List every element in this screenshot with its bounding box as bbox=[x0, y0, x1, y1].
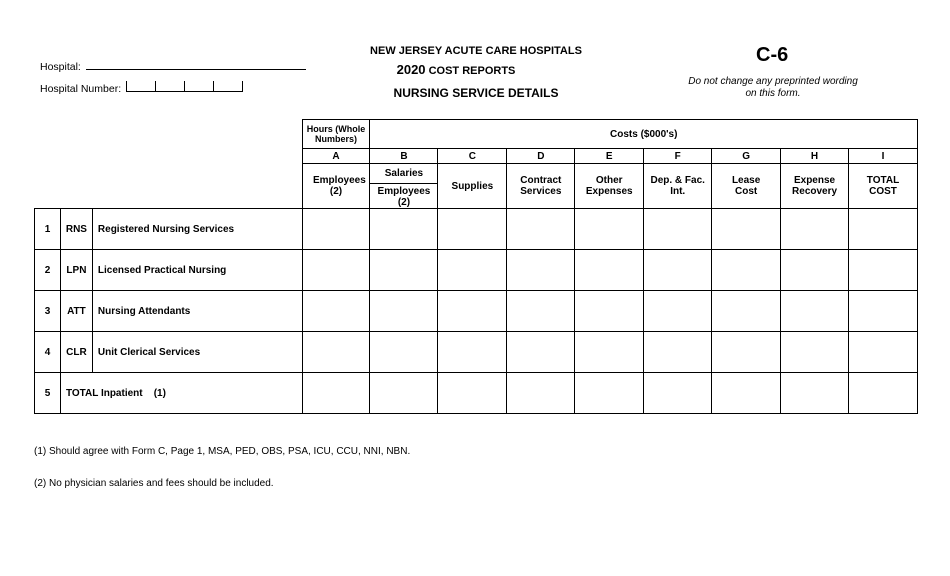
col-a-text: Employees (2) bbox=[313, 175, 366, 197]
report-subtitle bbox=[336, 62, 576, 77]
input-cell[interactable] bbox=[370, 373, 438, 414]
salaries-label: Salaries bbox=[370, 164, 437, 184]
hours-header: Hours (Whole Numbers) bbox=[302, 120, 370, 149]
nursing-details-table bbox=[34, 119, 918, 414]
blank-corner bbox=[35, 149, 303, 164]
table-row bbox=[35, 209, 918, 250]
hospital-number-box[interactable] bbox=[126, 81, 155, 92]
input-cell[interactable] bbox=[438, 209, 507, 250]
column-letter: E bbox=[575, 149, 644, 164]
input-cell[interactable] bbox=[575, 291, 644, 332]
input-cell[interactable] bbox=[302, 373, 370, 414]
input-cell[interactable] bbox=[438, 291, 507, 332]
row-code: CLR bbox=[60, 332, 92, 373]
input-cell[interactable] bbox=[507, 332, 575, 373]
report-subtitle-text: COST REPORTS bbox=[428, 65, 516, 77]
row-number: 2 bbox=[35, 250, 61, 291]
input-cell[interactable] bbox=[644, 373, 712, 414]
preprinted-note: Do not change any preprinted wording on this form. bbox=[688, 76, 858, 99]
input-cell[interactable] bbox=[302, 291, 370, 332]
input-cell[interactable] bbox=[781, 291, 849, 332]
costs-header: Costs ($000's) bbox=[370, 120, 918, 149]
col-i-header bbox=[849, 164, 918, 209]
hospital-field bbox=[40, 59, 306, 73]
input-cell[interactable] bbox=[849, 373, 918, 414]
col-a-header bbox=[302, 164, 370, 209]
input-cell[interactable] bbox=[781, 250, 849, 291]
col-h-header bbox=[781, 164, 849, 209]
column-letter: G bbox=[712, 149, 781, 164]
input-cell[interactable] bbox=[712, 291, 781, 332]
input-cell[interactable] bbox=[781, 373, 849, 414]
input-cell[interactable] bbox=[507, 373, 575, 414]
column-letter: A bbox=[302, 149, 370, 164]
input-cell[interactable] bbox=[712, 250, 781, 291]
input-cell[interactable] bbox=[575, 373, 644, 414]
input-cell[interactable] bbox=[370, 332, 438, 373]
row-label: Unit Clerical Services bbox=[92, 332, 302, 373]
row-label: Licensed Practical Nursing bbox=[92, 250, 302, 291]
input-cell[interactable] bbox=[507, 250, 575, 291]
row-label: Nursing Attendants bbox=[92, 291, 302, 332]
row-number: 5 bbox=[35, 373, 61, 414]
column-letter: F bbox=[644, 149, 712, 164]
col-h-text: Expense Recovery bbox=[792, 175, 838, 197]
col-f-text: Dep. & Fac. Int. bbox=[650, 175, 705, 197]
footnote-2: (2) No physician salaries and fees should be included. bbox=[34, 478, 274, 489]
column-letter: C bbox=[438, 149, 507, 164]
row-code: RNS bbox=[60, 209, 92, 250]
row-number: 3 bbox=[35, 291, 61, 332]
column-letter: H bbox=[781, 149, 849, 164]
input-cell[interactable] bbox=[575, 332, 644, 373]
row-label: TOTAL Inpatient (1) bbox=[60, 373, 302, 414]
input-cell[interactable] bbox=[849, 332, 918, 373]
input-cell[interactable] bbox=[370, 291, 438, 332]
input-cell[interactable] bbox=[302, 250, 370, 291]
table-row bbox=[35, 250, 918, 291]
row-label: Registered Nursing Services bbox=[92, 209, 302, 250]
input-cell[interactable] bbox=[438, 250, 507, 291]
table-row bbox=[35, 332, 918, 373]
input-cell[interactable] bbox=[575, 209, 644, 250]
input-cell[interactable] bbox=[302, 332, 370, 373]
row-number: 4 bbox=[35, 332, 61, 373]
col-d-header bbox=[507, 164, 575, 209]
column-letter: D bbox=[507, 149, 575, 164]
salaries-employees-label: Employees (2) bbox=[377, 186, 431, 208]
hospital-number-boxes[interactable] bbox=[126, 83, 243, 95]
input-cell[interactable] bbox=[644, 332, 712, 373]
input-cell[interactable] bbox=[507, 291, 575, 332]
input-cell[interactable] bbox=[849, 250, 918, 291]
input-cell[interactable] bbox=[712, 373, 781, 414]
table-row bbox=[35, 291, 918, 332]
input-cell[interactable] bbox=[370, 250, 438, 291]
col-d-text: Contract Services bbox=[520, 175, 562, 197]
footnote-1: (1) Should agree with Form C, Page 1, MSA, PED, OBS, PSA, ICU, CCU, NNI, NBN. bbox=[34, 446, 411, 457]
col-b-header bbox=[370, 164, 438, 209]
hospital-number-box[interactable] bbox=[155, 81, 184, 92]
hospital-number-box[interactable] bbox=[184, 81, 213, 92]
col-e-text: Other Expenses bbox=[585, 175, 633, 197]
input-cell[interactable] bbox=[438, 373, 507, 414]
hospital-number-field bbox=[40, 81, 243, 95]
row-number: 1 bbox=[35, 209, 61, 250]
hospital-label: Hospital: bbox=[40, 61, 81, 73]
input-cell[interactable] bbox=[370, 209, 438, 250]
table-row-total bbox=[35, 373, 918, 414]
input-cell[interactable] bbox=[644, 209, 712, 250]
input-cell[interactable] bbox=[644, 291, 712, 332]
row-code: LPN bbox=[60, 250, 92, 291]
input-cell[interactable] bbox=[712, 209, 781, 250]
blank-corner bbox=[35, 164, 303, 209]
col-g-header bbox=[712, 164, 781, 209]
col-c-header: Supplies bbox=[438, 164, 507, 209]
col-e-header bbox=[575, 164, 644, 209]
report-year: 2020 bbox=[396, 62, 426, 77]
hospital-number-label: Hospital Number: bbox=[40, 83, 122, 95]
col-g-text: Lease Cost bbox=[731, 175, 761, 197]
input-cell[interactable] bbox=[507, 209, 575, 250]
input-cell[interactable] bbox=[781, 332, 849, 373]
column-letter: B bbox=[370, 149, 438, 164]
hospital-input-line[interactable] bbox=[86, 59, 306, 70]
column-letter: I bbox=[849, 149, 918, 164]
col-f-header bbox=[644, 164, 712, 209]
input-cell[interactable] bbox=[575, 250, 644, 291]
input-cell[interactable] bbox=[849, 209, 918, 250]
col-i-text: TOTAL COST bbox=[866, 175, 900, 197]
form-id: C-6 bbox=[756, 44, 789, 66]
input-cell[interactable] bbox=[712, 332, 781, 373]
input-cell[interactable] bbox=[781, 209, 849, 250]
blank-corner bbox=[35, 120, 303, 149]
row-code: ATT bbox=[60, 291, 92, 332]
input-cell[interactable] bbox=[302, 209, 370, 250]
hospital-number-box[interactable] bbox=[213, 81, 243, 92]
section-title: NURSING SERVICE DETAILS bbox=[393, 86, 559, 100]
input-cell[interactable] bbox=[644, 250, 712, 291]
input-cell[interactable] bbox=[438, 332, 507, 373]
report-title: NEW JERSEY ACUTE CARE HOSPITALS bbox=[370, 45, 582, 57]
input-cell[interactable] bbox=[849, 291, 918, 332]
